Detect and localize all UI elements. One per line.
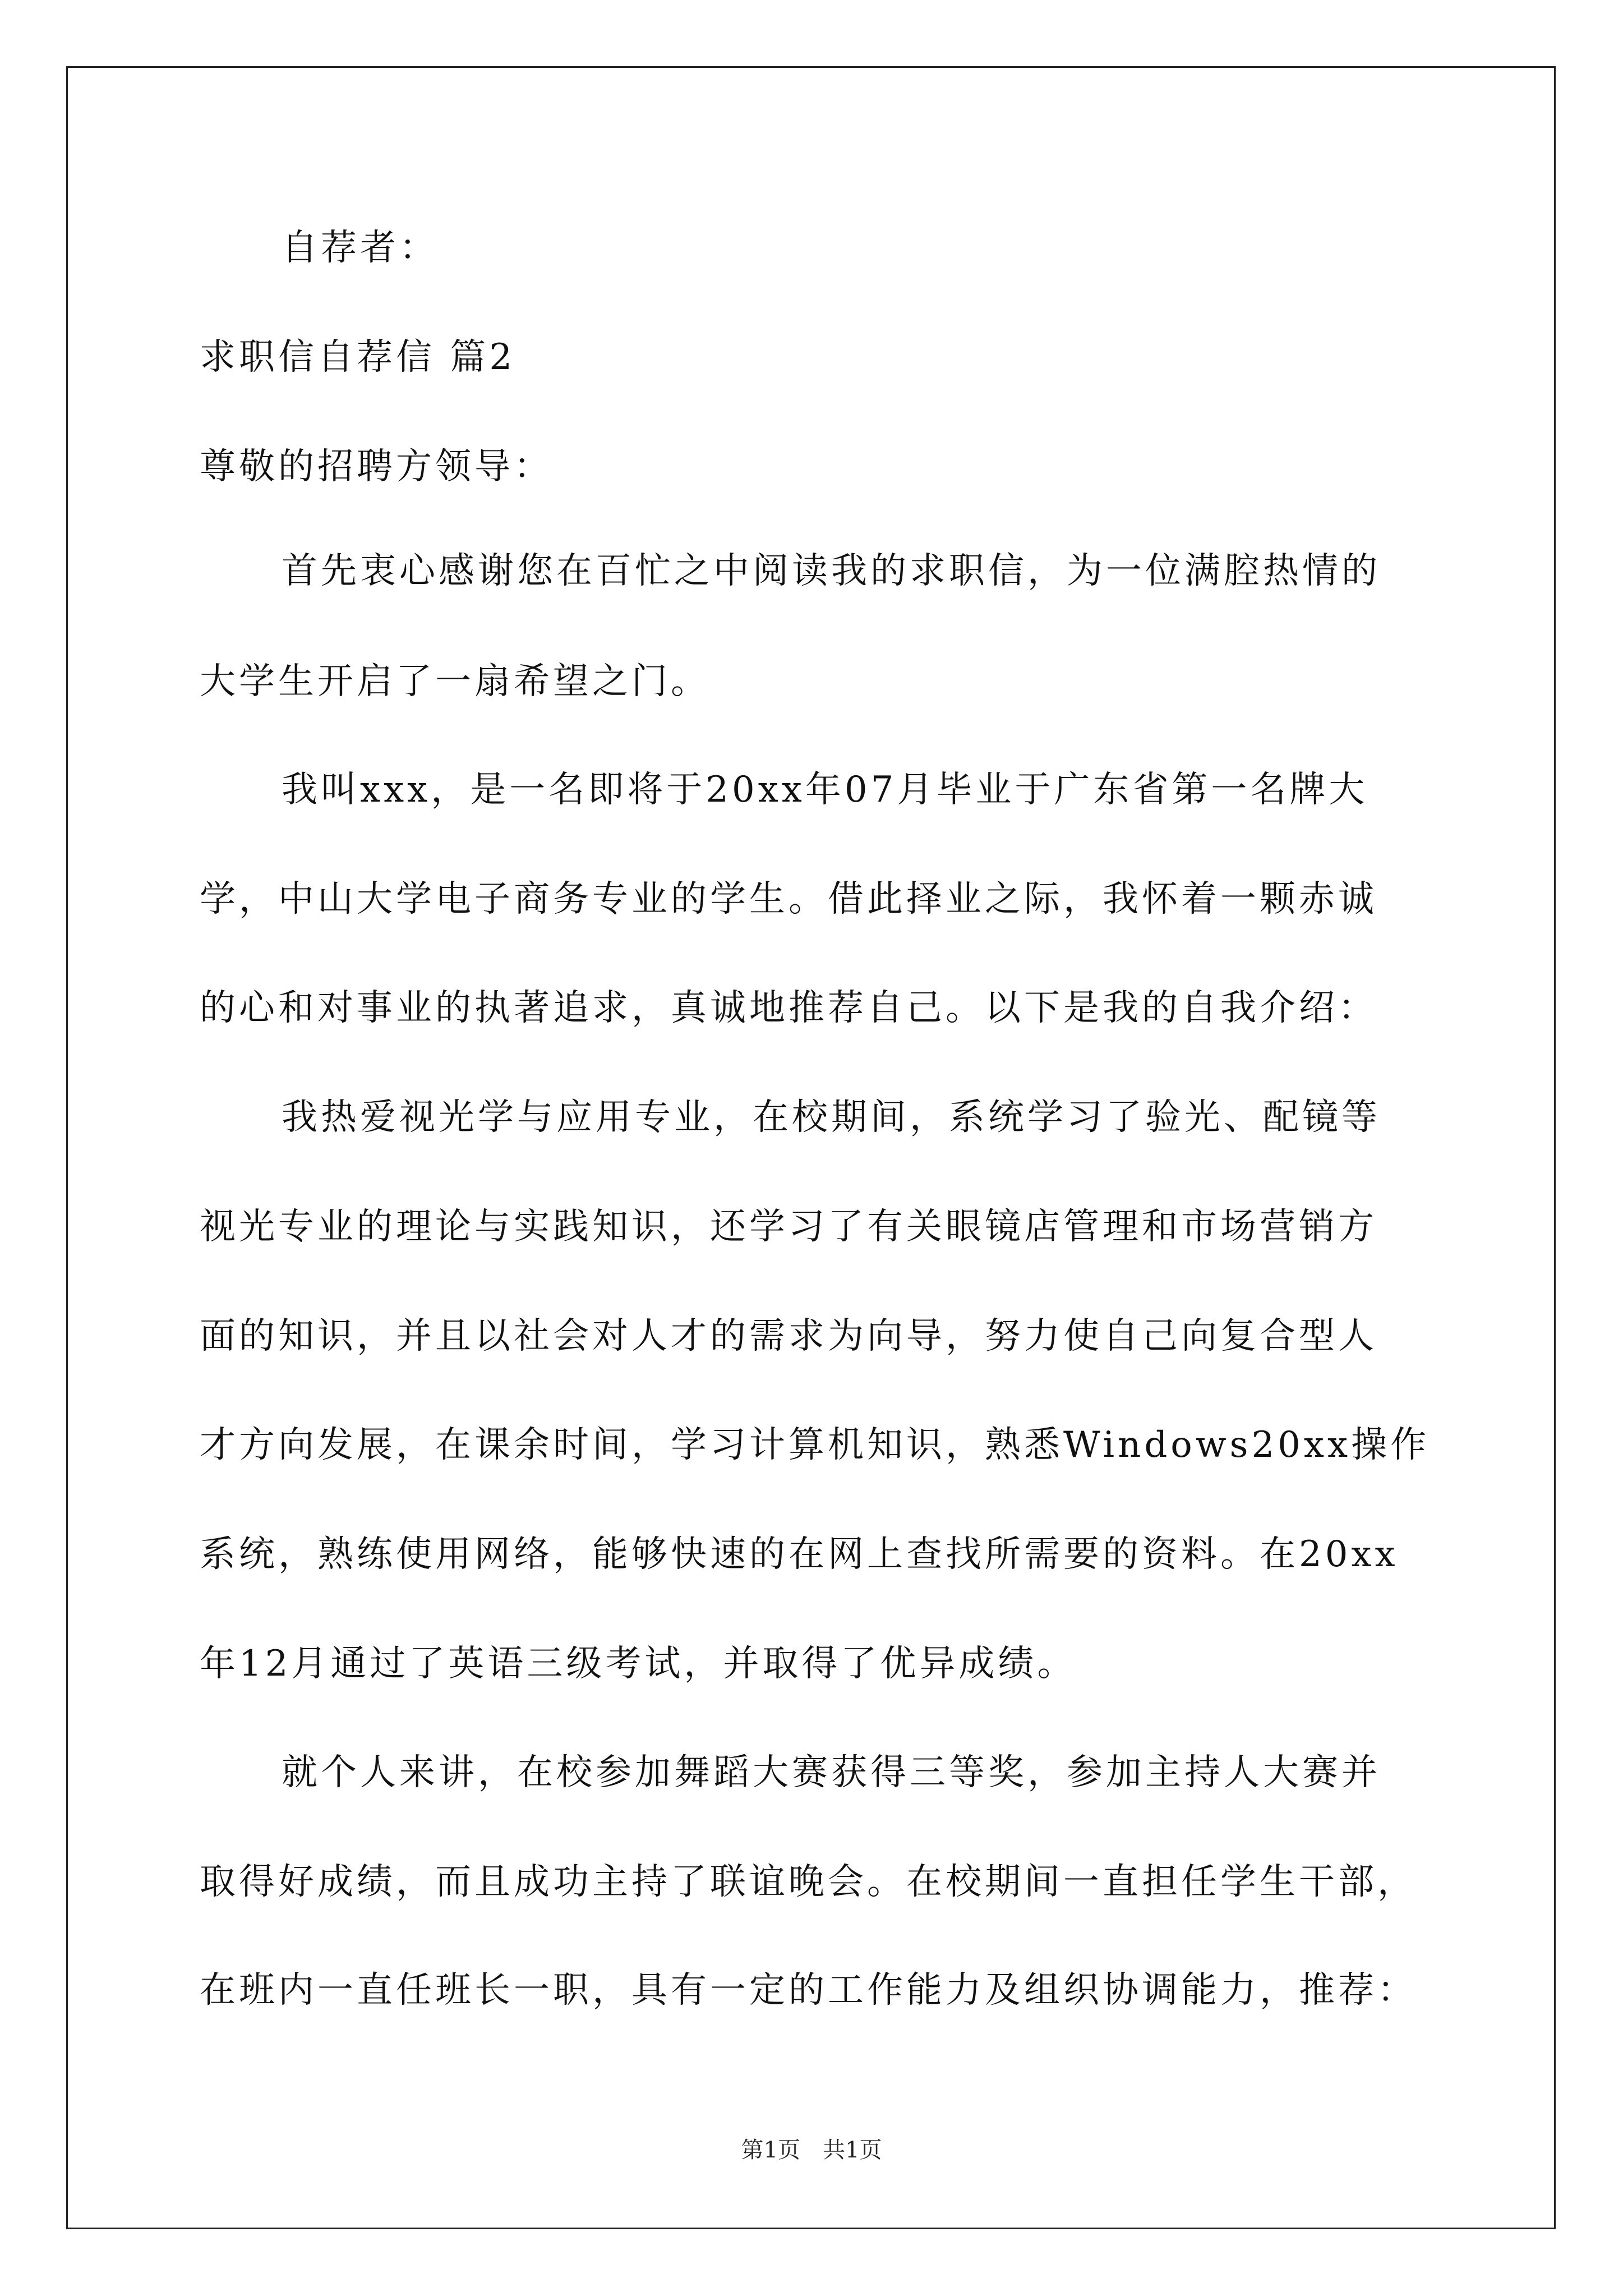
paragraph-line: 学，中山大学电子商务专业的学生。借此择业之际，我怀着一颗赤诚 — [200, 878, 1377, 920]
paragraph-line: 我热爱视光学与应用专业，在校期间，系统学习了验光、配镜等 — [282, 1097, 1381, 1138]
paragraph-line: 面的知识，并且以社会对人才的需求为向导，努力使自己向复合型人 — [200, 1315, 1377, 1357]
paragraph-line: 才方向发展，在课余时间，学习计算机知识，熟悉Windows20xx操作 — [200, 1424, 1430, 1466]
page-number-footer: 第1页 共1页 — [741, 2137, 882, 2163]
paragraph-line: 取得好成绩，而且成功主持了联谊晚会。在校期间一直担任学生干部， — [200, 1861, 1417, 1903]
paragraph-line: 的心和对事业的执著追求，真诚地推荐自己。以下是我的自我介绍： — [200, 987, 1377, 1029]
paragraph-line: 系统，熟练使用网络，能够快速的在网上查找所需要的资料。在20xx — [200, 1534, 1399, 1575]
paragraph-line: 就个人来讲，在校参加舞蹈大赛获得三等奖，参加主持人大赛并 — [282, 1752, 1381, 1793]
paragraph-line: 年12月通过了英语三级考试，并取得了优异成绩。 — [200, 1643, 1077, 1685]
salutation: 尊敬的招聘方领导： — [200, 446, 553, 487]
paragraph-line: 大学生开启了一扇希望之门。 — [200, 661, 710, 702]
paragraph-line: 在班内一直任班长一职，具有一定的工作能力及组织协调能力，推荐： — [200, 1970, 1417, 2011]
paragraph-line: 首先衷心感谢您在百忙之中阅读我的求职信，为一位满腔热情的 — [282, 550, 1381, 592]
section-title: 求职信自荐信 篇2 — [200, 337, 516, 378]
page-border — [66, 66, 1556, 2229]
paragraph-line: 我叫xxx，是一名即将于20xx年07月毕业于广东省第一名牌大 — [282, 769, 1368, 811]
signature-line: 自荐者： — [282, 227, 439, 269]
paragraph-line: 视光专业的理论与实践知识，还学习了有关眼镜店管理和市场营销方 — [200, 1206, 1377, 1248]
